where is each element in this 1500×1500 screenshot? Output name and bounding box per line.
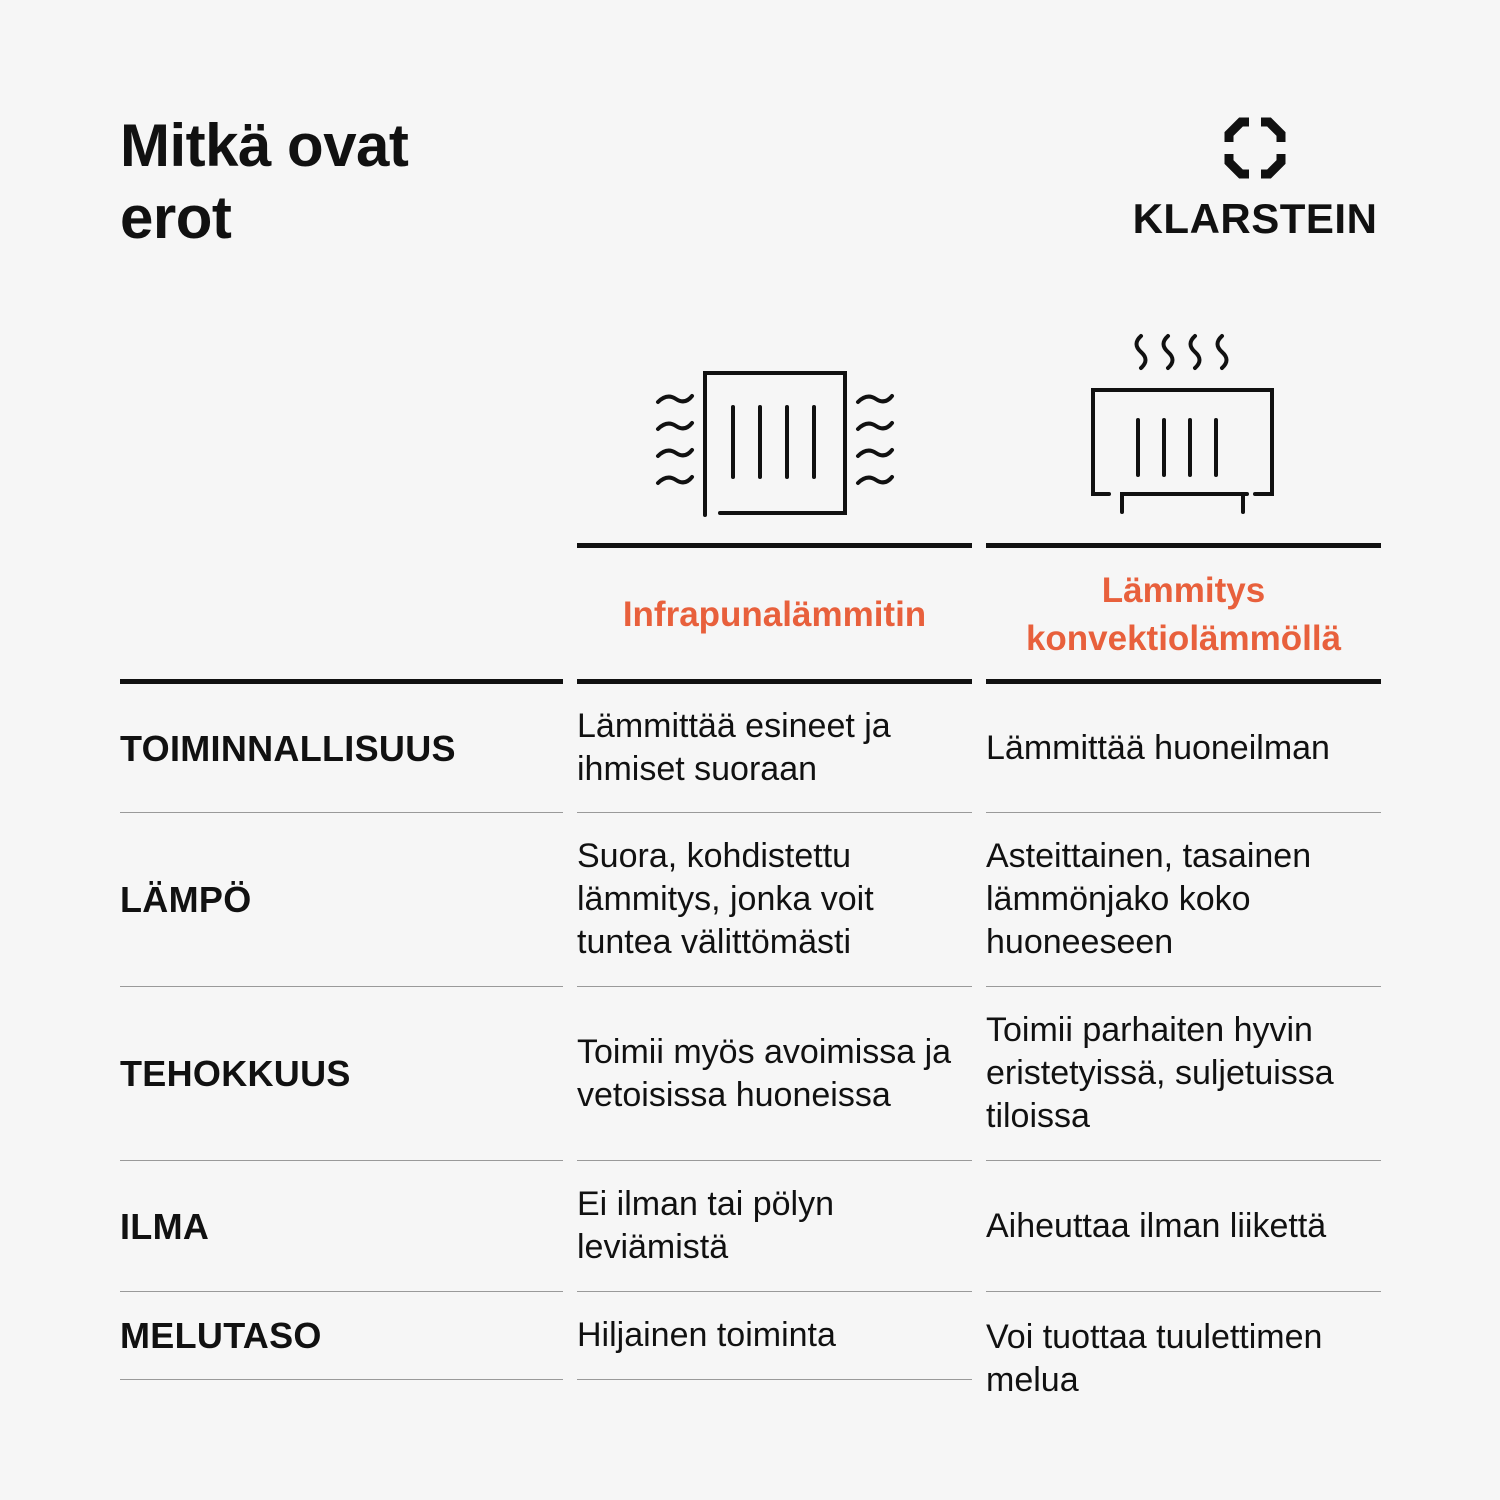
brand-logo bbox=[1110, 116, 1400, 244]
row-divider bbox=[577, 1379, 972, 1380]
row-cell-convection-functionality: Lämmittää huoneilman bbox=[986, 728, 1330, 767]
column-header-convection-line2: konvektiolämmöllä bbox=[1025, 618, 1342, 658]
row-cell-infrared-heat: Suora, kohdistettu lämmitys, jonka voit tuntea välittömästi bbox=[577, 837, 874, 961]
row-divider bbox=[120, 1379, 563, 1380]
column-top-rule-convection bbox=[986, 543, 1381, 548]
row-label-air: ILMA bbox=[120, 1205, 210, 1247]
convection-heater-icon bbox=[1085, 330, 1285, 520]
row-divider bbox=[986, 1291, 1381, 1292]
row-cell-infrared-efficiency: Toimii myös avoimissa ja vetoisissa huoneissa bbox=[577, 1032, 952, 1114]
row-label-functionality: TOIMINNALLISUUS bbox=[120, 727, 456, 769]
page-title-line2: erot bbox=[120, 184, 232, 251]
row-label-heat: LÄMPÖ bbox=[120, 879, 252, 920]
row-cell-convection-heat: Asteittainen, tasainen lämmönjako koko huoneeseen bbox=[986, 837, 1312, 961]
column-header-infrared bbox=[577, 552, 972, 677]
page-title-line1: Mitkä ovat bbox=[120, 112, 409, 179]
row-cell-infrared-air: Ei ilman tai pölyn leviämistä bbox=[577, 1185, 835, 1266]
row-label-efficiency: TEHOKKUUS bbox=[120, 1053, 351, 1094]
column-top-rule-infrared bbox=[577, 543, 972, 548]
klarstein-octagon-logo-icon bbox=[1223, 116, 1287, 180]
row-cell-infrared-noise: Hiljainen toiminta bbox=[577, 1316, 836, 1354]
brand-name: KLARSTEIN bbox=[1132, 195, 1378, 242]
row-cell-convection-efficiency: Toimii parhaiten hyvin eristetyissä, suljetuissa tiloissa bbox=[986, 1011, 1334, 1135]
column-header-infrared-label: Infrapunalämmitin bbox=[622, 594, 927, 634]
column-header-convection bbox=[986, 552, 1381, 677]
row-cell-convection-air: Aiheuttaa ilman liikettä bbox=[986, 1206, 1327, 1245]
column-header-convection-line1: Lämmitys bbox=[1101, 570, 1266, 610]
page-title bbox=[120, 110, 408, 254]
infrared-heater-icon bbox=[650, 365, 900, 520]
row-cell-infrared-functionality: Lämmittää esineet ja ihmiset suoraan bbox=[577, 707, 891, 788]
row-label-noise: MELUTASO bbox=[120, 1315, 322, 1356]
row-cell-convection-noise: Voi tuottaa tuulettimen melua bbox=[986, 1318, 1323, 1399]
